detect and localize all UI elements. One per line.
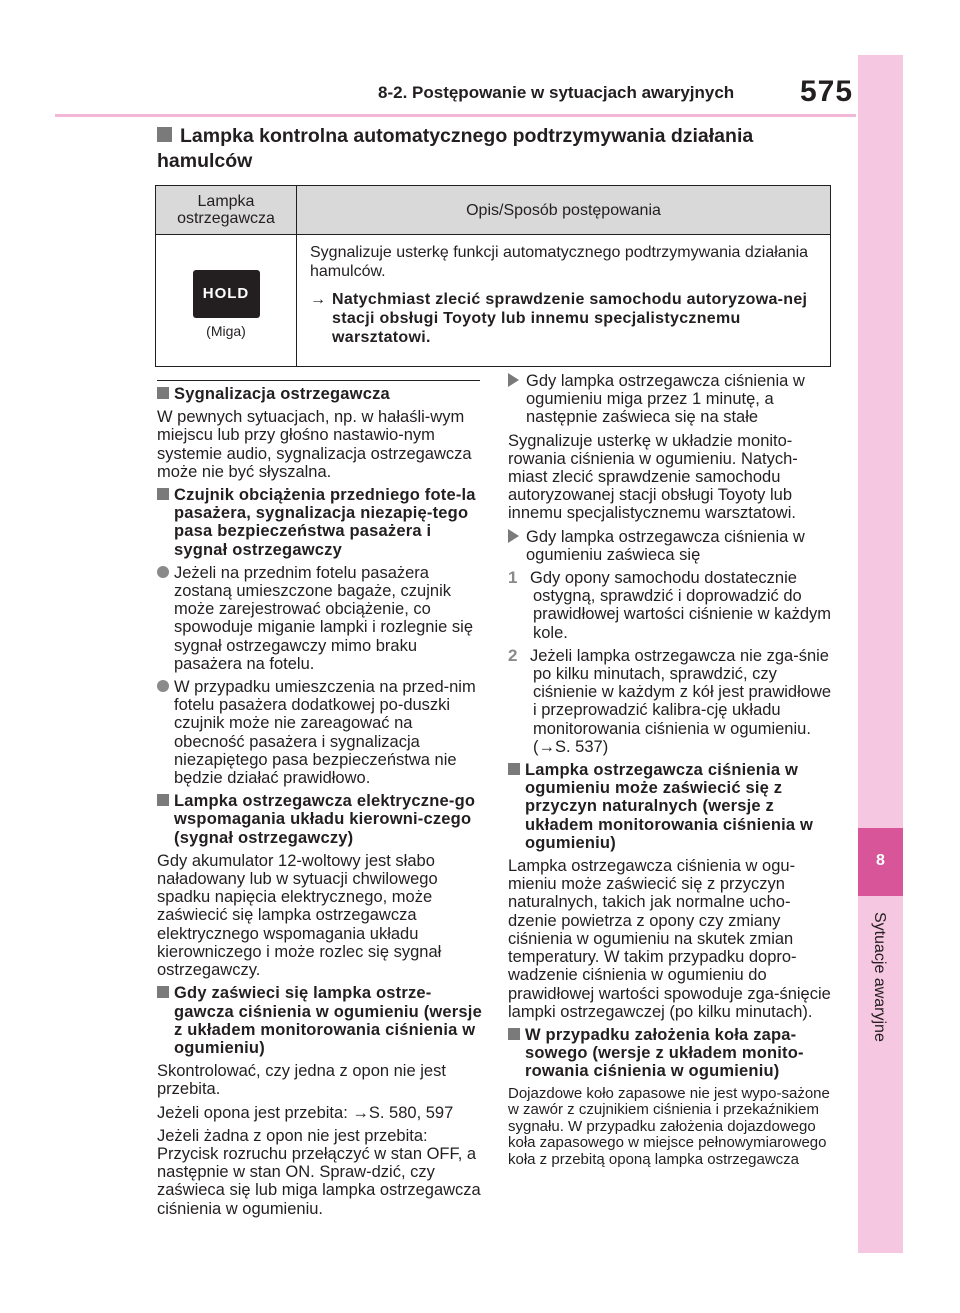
square-bullet-icon — [508, 1028, 520, 1040]
hold-indicator-icon: HOLD — [193, 270, 260, 318]
description-text: Sygnalizuje usterkę funkcji automatycznego podtrzymywania działania hamulców. — [310, 244, 809, 280]
condition-item: Gdy lampka ostrzegawcza ciśnienia w ogumieniu miga przez 1 minutę, a następnie zaświeca się na stałe — [508, 372, 833, 427]
section-header: 8-2. Postępowanie w sytuacjach awaryjnych — [378, 83, 735, 102]
square-bullet-icon — [157, 488, 169, 500]
step-number: 1 — [508, 568, 518, 588]
square-bullet-icon — [508, 763, 520, 775]
subheading: Lampka ostrzegawcza elektryczne-go wspomagania układu kierowni-czego (sygnał ostrzegawczy) — [157, 792, 482, 847]
condition-item: Gdy lampka ostrzegawcza ciśnienia w ogumieniu zaświeca się — [508, 528, 833, 564]
header-warning-light: Lampka ostrzegawcza — [156, 186, 297, 235]
round-bullet-icon — [157, 680, 169, 692]
numbered-step: 1 Gdy opony samochodu dostatecznie ostygną, sprawdzić i doprowadzić do prawidłowej wartości ciśnienie w każdym kole. — [508, 568, 832, 642]
section-title-text: Lampka kontrolna automatycznego podtrzymywania działania hamulców — [157, 125, 754, 172]
subheading: Czujnik obciążenia przedniego fote-la pasażera, sygnalizacja niezapię-tego pasa bezpieczeństwa pasażera i sygnał ostrzegawczy — [157, 486, 482, 559]
icon-caption: (Miga) — [206, 323, 246, 339]
chapter-label: Sytuacje awaryjne — [871, 912, 888, 1042]
action-text: → Natychmiast zlecić sprawdzenie samochodu autoryzowa-nej stacji obsługi Toyoty lub innemu specjalistycznemu warsztatowi. — [310, 291, 808, 346]
list-item: Jeżeli na przednim fotelu pasażera zostaną umieszczone bagaże, czujnik może zarejestrować obciążenie, co spowoduje miganie lampki i rozlegnie się sygnał ostrzegawczy mimo braku pasażera na fotelu. — [157, 564, 482, 673]
list-item: W przypadku umieszczenia na przed-nim fotelu pasażera dodatkowej po-duszki czujnik może nie zareagować na obecność pasażera i sygnalizacja niezapiętego pasa bezpieczeństwa nie będzie działać prawidłowo. — [157, 678, 482, 787]
paragraph: W pewnych sytuacjach, np. w hałaśli-wym miejscu lub przy głośno nastawio-nym systemie audio, sygnalizacja ostrzegawcza może nie być słyszalna. — [157, 408, 472, 481]
header-rule — [55, 114, 856, 117]
table-header-row — [156, 186, 831, 235]
right-column — [508, 372, 833, 1173]
square-bullet-icon — [157, 127, 172, 142]
subheading: Sygnalizacja ostrzegawcza — [157, 385, 482, 403]
triangle-bullet-icon — [508, 529, 519, 543]
paragraph: Jeżeli opona jest przebita: →S. 580, 597 — [157, 1103, 454, 1122]
square-bullet-icon — [157, 794, 169, 806]
numbered-step: 2 Jeżeli lampka ostrzegawcza nie zga-śnie po kilku minutach, sprawdzić, czy ciśnienie w każdym z kół jest prawidłowe i przeprowadzić kalibra-cję układu monitorowania ciśnienia w ogumieniu. (→S. 537) — [508, 645, 832, 756]
paragraph: Jeżeli żadna z opon nie jest przebita: Przycisk rozruchu przełączyć w stan OFF, a następnie w stan ON. Spraw-dzić, czy zaświeca się lub miga lampka ostrzegawcza ciśnienia w ogumieniu. — [157, 1126, 481, 1218]
subheading: W przypadku założenia koła zapa-sowego (wersje z układem monito-rowania ciśnienia w ogumieniu) — [508, 1026, 833, 1081]
subheading: Gdy zaświeci się lampka ostrze-gawcza ciśnienia w ogumieniu (wersje z układem monitorowania ciśnienia w ogumieniu) — [157, 984, 482, 1057]
page-number: 575 — [800, 75, 854, 108]
section-title — [157, 124, 847, 174]
paragraph: Sygnalizuje usterkę w układzie monito-rowania ciśnienia w ogumieniu. Natych-miast zlecić sprawdzenie samochodu autoryzowanej stacji obsługi Toyoty lub innemu specjalistycznemu warsztatowi. — [508, 431, 798, 523]
chapter-number: 8 — [876, 852, 885, 869]
table-row — [156, 235, 831, 367]
paragraph: Skontrolować, czy jedna z opon nie jest przebita. — [157, 1062, 446, 1099]
chapter-side-tab — [858, 55, 903, 1253]
arrow-icon: → — [310, 291, 327, 308]
paragraph: Gdy akumulator 12-woltowy jest słabo naładowany lub w sytuacji chwilowego spadku napięcia elektrycznego, może zaświecić się lampka ostrzegawcza elektrycznego wspomagania układu kierowniczego i może rozlec się sygnał ostrzegawczy. — [157, 851, 442, 980]
warning-light-table — [155, 185, 831, 367]
warning-light-cell — [156, 235, 297, 367]
triangle-bullet-icon — [508, 373, 519, 387]
square-bullet-icon — [157, 986, 169, 998]
header-description: Opis/Sposób postępowania — [297, 186, 831, 235]
step-number: 2 — [508, 645, 518, 665]
description-cell — [297, 235, 831, 367]
paragraph: Dojazdowe koło zapasowe nie jest wypo-sażone w zawór z czujnikiem ciśnienia i przekaźnikiem sygnału. W przypadku założenia dojazdowego koła zapasowego w miejsce pełnowymiarowego koła z przebitą oponą lampka ostrzegawcza — [508, 1084, 830, 1168]
square-bullet-icon — [157, 387, 169, 399]
round-bullet-icon — [157, 566, 169, 578]
paragraph: Lampka ostrzegawcza ciśnienia w ogu-mieniu może zaświecić się z przyczyn naturalnych, takich jak normalne ucho-dzenie powietrza z opony czy zmiany ciśnienia w ogumieniu na skutek zmian temperatury. W takim przypadku dopro-wadzenie ciśnienia w ogumieniu do prawidłowej wartości spowoduje zga-śnięcie lampki ostrzegawczej (po kilku minutach). — [508, 857, 831, 1021]
subheading: Lampka ostrzegawcza ciśnienia w ogumieniu może zaświecić się z przyczyn naturalnych (wersje z układem monitorowania ciśnienia w ogumieniu) — [508, 761, 833, 852]
left-column — [157, 372, 482, 1223]
